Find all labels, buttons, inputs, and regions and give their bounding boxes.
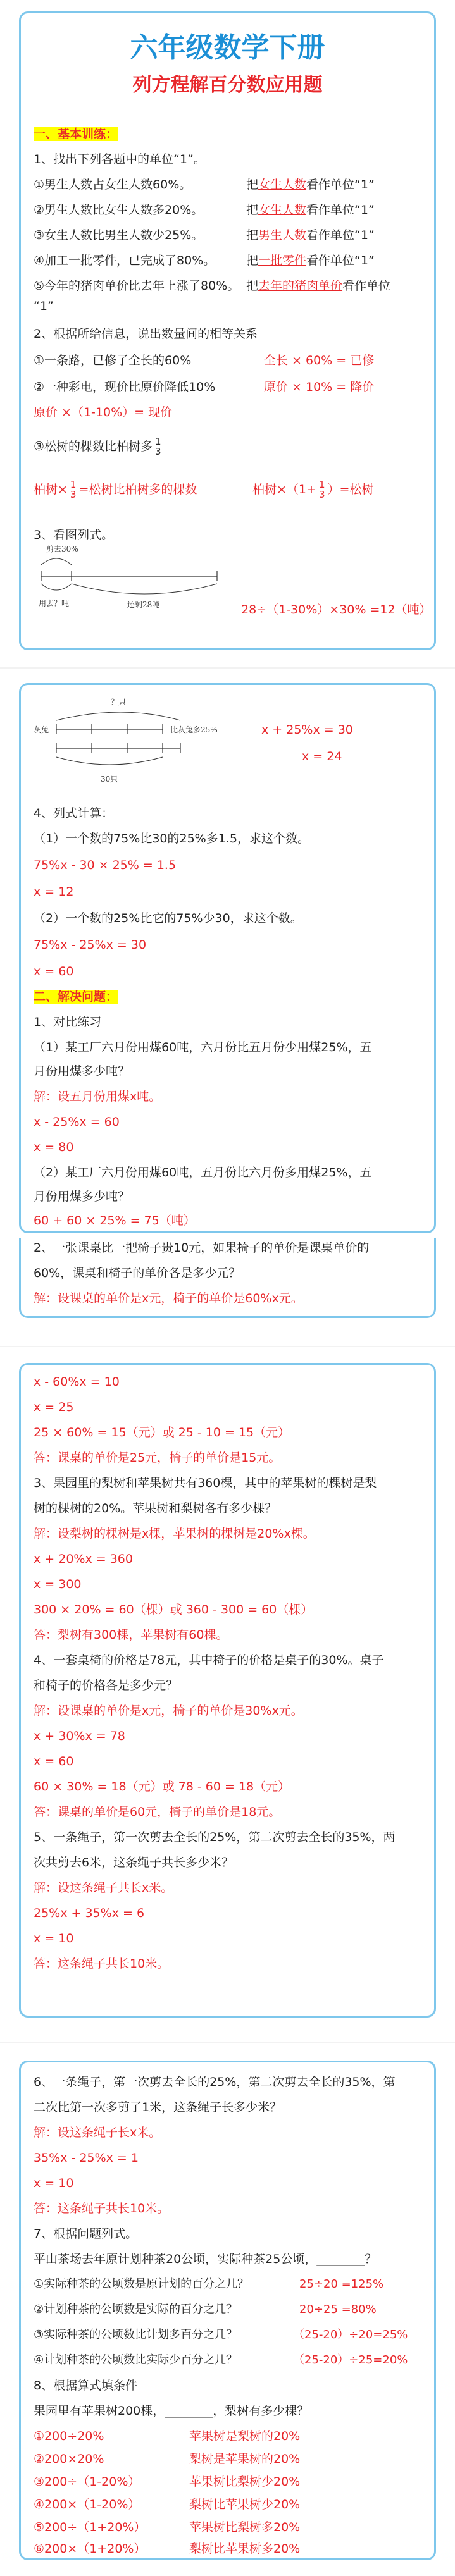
q1-item-5: ⑤今年的猪肉单价比去年上涨了80%。 把去年的猪肉单价看作单位 — [34, 279, 391, 293]
s4-q7-stem: 平山茶场去年原计划种茶20公顷，实际种茶25公顷，________？ — [34, 2252, 377, 2266]
q4-p2: （2）一个数的25%比它的75%少30，求这个数。 — [34, 911, 302, 925]
s3-a3-1: 解：设梨树的棵树是x棵，苹果树的棵树是20%x棵。 — [34, 1527, 315, 1541]
q4-p1-eq: 75%x - 30 × 25% = 1.5 — [34, 858, 177, 872]
q2-item-3: ③松树的棵数比柏树多 $\frac{1}{3}$ — [34, 436, 161, 457]
diagram-2-eq-1: x + 25%x = 30 — [261, 723, 353, 737]
card-4 — [19, 2061, 436, 2560]
s3-a4-2: x + 30%x = 78 — [34, 1729, 125, 1743]
s4-a6-3: x = 10 — [34, 2176, 74, 2190]
s3-q5-line-1: 5、一条绳子，第一次剪去全长的25%，第二次剪去全长的35%，两 — [34, 1830, 396, 1844]
q1-item-4: ④加工一批零件，已完成了80%。 把一批零件看作单位“1” — [34, 254, 375, 268]
q1-item-3: ③女生人数比男生人数少25%。 把男生人数看作单位“1” — [34, 228, 375, 242]
s3-a1-3: 25 × 60% = 15（元）或 25 - 10 = 15（元） — [34, 1426, 290, 1439]
s3-q3-line-2: 树的棵树的20%。苹果树和梨树各有多少棵？ — [34, 1501, 277, 1515]
s3-a1-1: x - 60%x = 10 — [34, 1375, 120, 1389]
q3-text: 3、看图列式。 — [34, 528, 114, 542]
s4-q7: 7、根据问题列式。 — [34, 2227, 138, 2241]
s3-a3-2: x + 20%x = 360 — [34, 1552, 133, 1566]
segment-diagram-2 — [34, 696, 249, 791]
s2-q1: 1、对比练习 — [34, 1015, 102, 1029]
q2-text: 2、根据所给信息，说出数量间的相等关系 — [34, 327, 258, 341]
s4-r8-5: ⑤200÷（1+20%） 苹果树比梨树多20% — [34, 2520, 301, 2534]
s4-r8-2: ②200×20% 梨树是苹果树的20% — [34, 2452, 301, 2466]
s4-r7-3: ③实际种茶的公顷数比计划多百分之几？ （25-20）÷20=25% — [34, 2328, 408, 2341]
s4-q6-line-1: 6、一条绳子，第一次剪去全长的25%，第二次剪去全长的35%，第 — [34, 2075, 396, 2089]
s4-r8-3: ③200÷（1-20%） 苹果树比梨树少20% — [34, 2475, 301, 2489]
s3-a4-5: 答：课桌的单价是60元，椅子的单价是18元。 — [34, 1805, 281, 1819]
s3-a1-2: x = 25 — [34, 1400, 74, 1414]
s3-a4-3: x = 60 — [34, 1754, 74, 1768]
s4-q8-stem: 果园里有苹果树200棵，________，梨树有多少棵？ — [34, 2404, 309, 2418]
card-2 — [19, 683, 436, 1233]
s3-a5-3: x = 10 — [34, 1932, 74, 1945]
s3-a5-1: 解：设这条绳子共长x米。 — [34, 1881, 173, 1895]
section-solve-title: 二、解决问题： — [34, 990, 118, 1004]
s4-r8-4: ④200×（1-20%） 梨树比苹果树少20% — [34, 2498, 301, 2511]
q4-text: 4、列式计算： — [34, 806, 114, 820]
card-2b — [19, 1238, 436, 1318]
diagram-2-right-label: 比灰兔多25% — [170, 725, 218, 734]
s3-q3-line-1: 3、果园里的梨树和苹果树共有360棵，其中的苹果树的棵树是梨 — [34, 1476, 377, 1490]
q3-answer: 28÷（1-30%）×30% =12（吨） — [241, 603, 432, 617]
s2-c1-line-1: （1）某工厂六月份用煤60吨，六月份比五月份少用煤25%，五 — [34, 1040, 372, 1054]
s4-r7-1: ①实际种茶的公顷数是原计划的百分之几？ 25÷20 =125% — [34, 2277, 384, 2291]
s3-a1-4: 答：课桌的单价是25元，椅子的单价是15元。 — [34, 1451, 281, 1465]
s3-q4-line-2: 和椅子的价格各是多少元？ — [34, 1679, 178, 1692]
s3-a3-3: x = 300 — [34, 1577, 82, 1591]
q4-p2-ans: x = 60 — [34, 964, 74, 978]
s4-a6-4: 答：这条绳子共长10米。 — [34, 2202, 170, 2215]
q4-p1-ans: x = 12 — [34, 885, 74, 899]
diagram-2-eq-2: x = 24 — [302, 749, 342, 763]
q2-item-3-relations: 柏树× $\frac{1}{3}$ =松树比柏树多的棵数 柏树×（1+ $\frac{1}{3}$ ）=松树 — [34, 479, 374, 500]
q1-item-5-cont: “1” — [34, 299, 54, 313]
q2-item-1: ①一条路，已修了全长的60% 全长 × 60% = 已修 — [34, 354, 375, 367]
diagram-1-left-label: 用去？吨 — [39, 599, 70, 608]
s3-a3-4: 300 × 20% = 60（棵）或 360 - 300 = 60（棵） — [34, 1603, 313, 1617]
s2-c1-ans-1: 解：设五月份用煤x吨。 — [34, 1090, 161, 1104]
s3-a4-4: 60 × 30% = 18（元）或 78 - 60 = 18（元） — [34, 1780, 290, 1794]
diagram-1-right-label: 还剩28吨 — [127, 600, 160, 609]
q1-text: 1、找出下列各题中的单位“1”。 — [34, 152, 206, 166]
s3-q5-line-2: 次共剪去6米，这条绳子共长多少米？ — [34, 1856, 234, 1870]
s4-r7-2: ②计划种茶的公顷数是实际的百分之几？ 20÷25 =80% — [34, 2303, 377, 2316]
diagram-2-left-label: 灰兔 — [34, 725, 49, 734]
card-3 — [19, 1363, 436, 2018]
diagram-2-lines — [34, 696, 249, 791]
q2-item-2-relation: 原价 ×（1-10%）= 现价 — [34, 405, 173, 419]
q2-item-2: ②一种彩电，现价比原价降低10% 原价 × 10% = 降价 — [34, 380, 375, 394]
s4-r8-6: ⑥200×（1+20%） 梨树比苹果树多20% — [34, 2542, 301, 2556]
diagram-2-top-label: ？只 — [111, 698, 127, 706]
q4-p1: （1）一个数的75%比30的25%多1.5，求这个数。 — [34, 832, 309, 846]
s4-a6-2: 35%x - 25%x = 1 — [34, 2151, 139, 2165]
s4-a6-1: 解：设这条绳子长x米。 — [34, 2126, 161, 2140]
card-1 — [19, 11, 436, 650]
s4-q8: 8、根据算式填条件 — [34, 2379, 138, 2393]
q1-item-2: ②男生人数比女生人数多20%。 把女生人数看作单位“1” — [34, 203, 375, 217]
s2-q2-ans: 解：设课桌的单价是x元，椅子的单价是60%x元。 — [34, 1291, 303, 1305]
q1-item-1: ①男生人数占女生人数60%。 把女生人数看作单位“1” — [34, 178, 375, 192]
s3-a3-5: 答：梨树有300棵，苹果树有60棵。 — [34, 1628, 228, 1642]
s4-q6-line-2: 二次比第一次多剪了1米，这条绳子长多少米？ — [34, 2100, 282, 2114]
page-title: 六年级数学下册 — [130, 32, 325, 64]
divider-2 — [0, 1346, 455, 1347]
s2-c2-line-2: 月份用煤多少吨？ — [34, 1190, 130, 1204]
s3-a4-1: 解：设课桌的单价是x元，椅子的单价是30%x元。 — [34, 1704, 303, 1718]
s2-c2-line-1: （2）某工厂六月份用煤60吨，五月份比六月份多用煤25%，五 — [34, 1166, 372, 1180]
s3-q4-line-1: 4、一套桌椅的价格是78元，其中椅子的价格是桌子的30%。桌子 — [34, 1653, 384, 1667]
divider-1 — [0, 667, 455, 669]
section-basic-title: 一、基本训练： — [34, 127, 118, 141]
diagram-1-top-label: 剪去30% — [46, 545, 78, 553]
divider-3 — [0, 2042, 455, 2043]
s3-a5-2: 25%x + 35%x = 6 — [34, 1906, 145, 1920]
s2-c1-line-2: 月份用煤多少吨？ — [34, 1064, 130, 1078]
s2-c2-ans: 60 + 60 × 25% = 75（吨） — [34, 1214, 196, 1228]
page-subtitle: 列方程解百分数应用题 — [132, 74, 323, 96]
s2-c1-ans-3: x = 80 — [34, 1140, 74, 1154]
s3-a5-4: 答：这条绳子共长10米。 — [34, 1957, 170, 1971]
s2-c1-ans-2: x - 25%x = 60 — [34, 1115, 120, 1129]
s2-q2-line-1: 2、一张课桌比一把椅子贵10元，如果椅子的单价是课桌单价的 — [34, 1241, 370, 1255]
s2-q2-line-2: 60%，课桌和椅子的单价各是多少元？ — [34, 1266, 241, 1280]
diagram-2-bottom-label: 30只 — [101, 775, 118, 784]
s4-r7-4: ④计划种茶的公顷数比实际少百分之几？ （25-20）÷25=20% — [34, 2353, 408, 2367]
segment-diagram-1 — [32, 543, 235, 619]
s4-r8-1: ①200÷20% 苹果树是梨树的20% — [34, 2429, 301, 2443]
q4-p2-eq: 75%x - 25%x = 30 — [34, 938, 147, 952]
